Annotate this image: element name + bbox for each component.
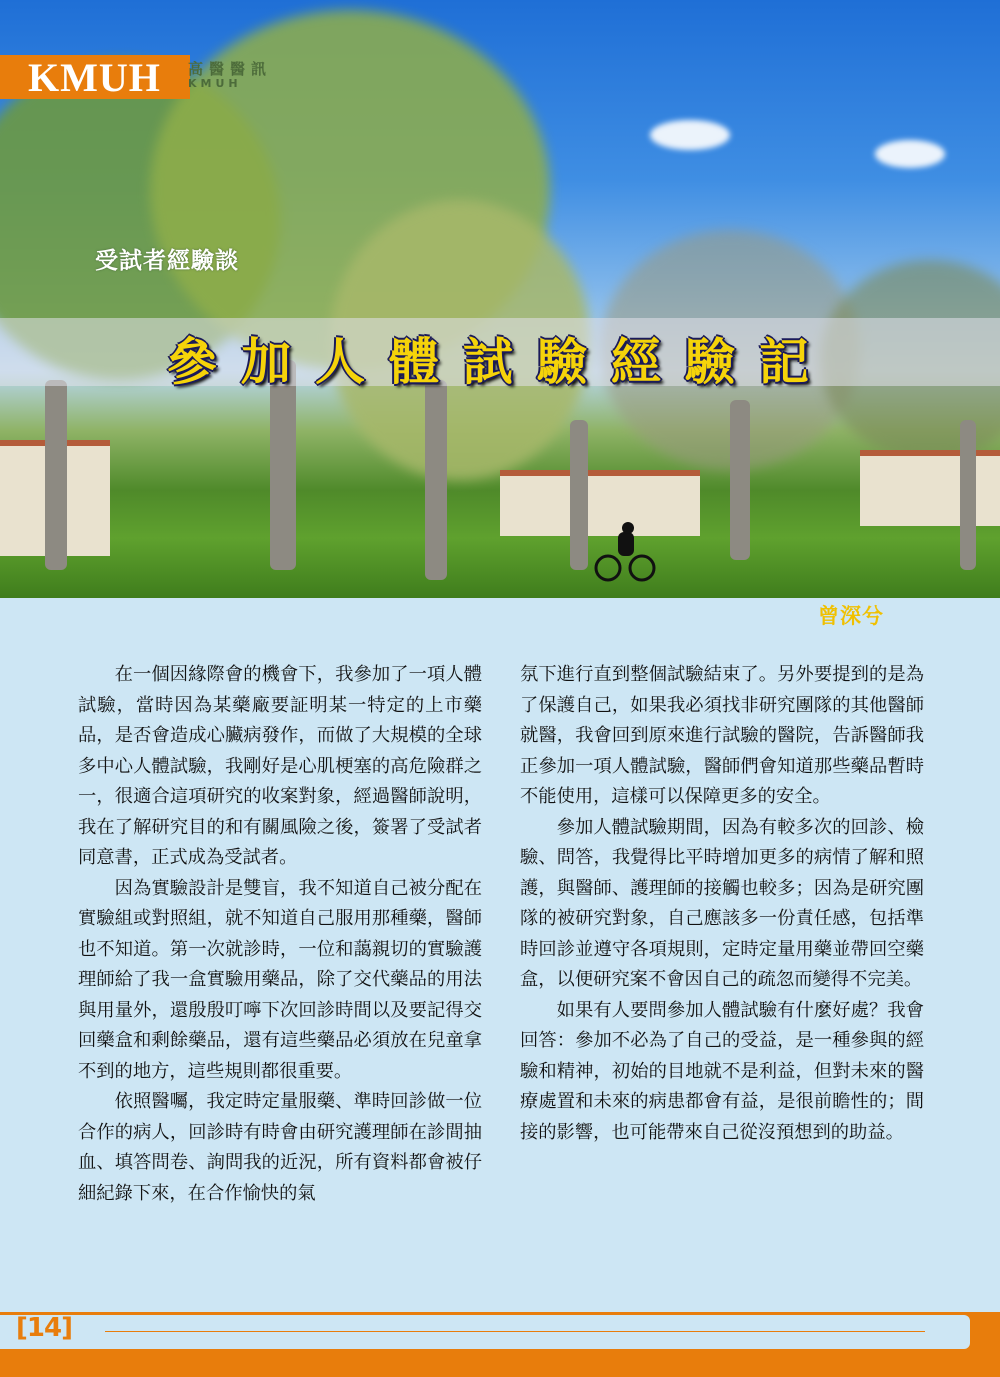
footer-panel bbox=[0, 1315, 970, 1349]
building bbox=[860, 450, 1000, 526]
paragraph-continuation: 氛下進行直到整個試驗結束了。另外要提到的是為了保護自己，如果我必須找非研究團隊的其他醫師就醫，我會回到原來進行試驗的醫院，告訴醫師我正參加一項人體試驗，醫師們會知道那些藥品暫時不能使用，這樣可以保障更多的安全。 bbox=[520, 664, 924, 807]
article-title: 參加人體試驗經驗記 bbox=[167, 333, 833, 391]
magazine-subtitle-english: KMUH bbox=[188, 77, 242, 90]
cyclist-silhouette bbox=[592, 522, 662, 582]
page-number: [14] bbox=[16, 1313, 72, 1343]
cloud bbox=[650, 120, 730, 150]
tree-trunk bbox=[730, 400, 750, 560]
paragraph: 如果有人要問參加人體試驗有什麼好處？我會回答：參加不必為了自己的受益，是一種參與的經驗和精神，初始的目地就不是利益，但對未來的醫療處置和未來的病患都會有益，是很前瞻性的；間接的影響，也可能帶來自己從沒預想到的助益。 bbox=[520, 999, 924, 1143]
article-column-left bbox=[78, 660, 482, 1209]
tree-trunk bbox=[45, 380, 67, 570]
paragraph: 參加人體試驗期間，因為有較多次的回診、檢驗、問答，我覺得比平時增加更多的病情了解和照護，與醫師、護理師的接觸也較多；因為是研究團隊的被研究對象，自己應該多一份責任感，包括準時回診並遵守各項規則，定時定量用藥並帶回空藥盒，以便研究案不會因自己的疏忽而變得不完美。 bbox=[520, 816, 924, 990]
tree-trunk bbox=[960, 420, 976, 570]
author-name: 曾深兮 bbox=[818, 604, 884, 628]
footer-rule bbox=[105, 1331, 925, 1332]
cloud bbox=[875, 140, 945, 168]
tree-trunk bbox=[570, 420, 588, 570]
article-column-right bbox=[520, 660, 924, 1148]
magazine-subtitle: 高醫醫訊 bbox=[188, 60, 273, 78]
section-label: 受試者經驗談 bbox=[95, 248, 239, 274]
tree-trunk bbox=[425, 380, 447, 580]
magazine-logo: KMUH bbox=[28, 55, 161, 100]
paragraph: 在一個因緣際會的機會下，我參加了一項人體試驗，當時因為某藥廠要証明某一特定的上市藥品，是否會造成心臟病發作，而做了大規模的全球多中心人體試驗，我剛好是心肌梗塞的高危險群之一，很適合這項研究的收案對象，經過醫師說明，我在了解研究目的和有關風險之後，簽署了受試者同意書，正式成為受試者。 bbox=[78, 664, 482, 868]
paragraph: 依照醫囑，我定時定量服藥、準時回診做一位合作的病人，回診時有時會由研究護理師在診間抽血、填答問卷、詢問我的近況，所有資料都會被仔細紀錄下來，在合作愉快的氣 bbox=[78, 1091, 482, 1204]
paragraph: 因為實驗設計是雙盲，我不知道自己被分配在實驗組或對照組，就不知道自己服用那種藥，醫師也不知道。第一次就診時，一位和藹親切的實驗護理師給了我一盒實驗用藥品，除了交代藥品的用法與用量外，還殷殷叮嚀下次回診時間以及要記得交回藥盒和剩餘藥品，還有這些藥品必須放在兒童拿不到的地方，這些規則都很重要。 bbox=[78, 877, 482, 1082]
